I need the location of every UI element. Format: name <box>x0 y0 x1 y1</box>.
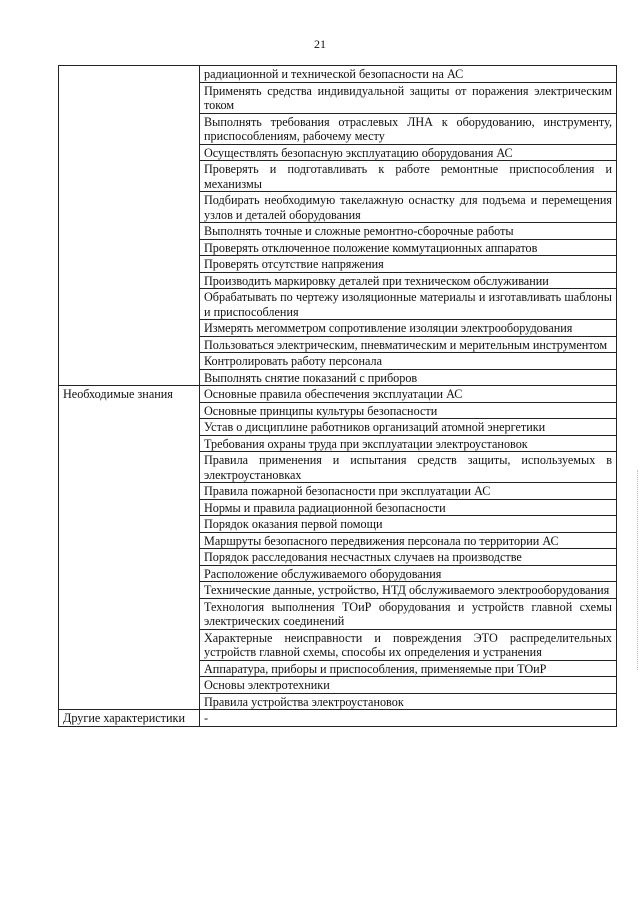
section-item: Правила применения и испытания средств защиты, используемых в электроустановках <box>200 452 617 483</box>
section-item: Маршруты безопасного передвижения персонала по территории АС <box>200 532 617 549</box>
scan-edge-marks <box>633 470 638 670</box>
section-item: радиационной и технической безопасности на АС <box>200 66 617 83</box>
table-row <box>59 386 617 403</box>
section-item: Технические данные, устройство, НТД обслуживаемого электрооборудования <box>200 582 617 599</box>
section-item: Технология выполнения ТОиР оборудования и устройств главной схемы электрических соединений <box>200 598 617 629</box>
section-item: Выполнять требования отраслевых ЛНА к оборудованию, инструменту, приспособлениям, рабочему месту <box>200 113 617 144</box>
section-item: Правила устройства электроустановок <box>200 693 617 710</box>
section-item: Контролировать работу персонала <box>200 353 617 370</box>
section-item: Основные принципы культуры безопасности <box>200 402 617 419</box>
competency-table <box>58 65 617 727</box>
section-item: Производить маркировку деталей при техническом обслуживании <box>200 272 617 289</box>
section-item: Правила пожарной безопасности при эксплуатации АС <box>200 483 617 500</box>
section-item: Устав о дисциплине работников организаций атомной энергетики <box>200 419 617 436</box>
section-item: Нормы и правила радиационной безопасности <box>200 499 617 516</box>
section-item: Выполнять снятие показаний с приборов <box>200 369 617 386</box>
section-item: Основные правила обеспечения эксплуатации АС <box>200 386 617 403</box>
section-label: Другие характеристики <box>59 710 200 727</box>
section-item: Обрабатывать по чертежу изоляционные материалы и изготавливать шаблоны и приспособления <box>200 289 617 320</box>
table-row <box>59 66 617 83</box>
table-row <box>59 710 617 727</box>
page-number: 21 <box>314 37 326 51</box>
section-item: Измерять мегомметром сопротивление изоляции электрооборудования <box>200 320 617 337</box>
section-item: Проверять и подготавливать к работе ремонтные приспособления и механизмы <box>200 161 617 192</box>
section-item: Осуществлять безопасную эксплуатацию оборудования АС <box>200 144 617 161</box>
section-item: Аппаратура, приборы и приспособления, применяемые при ТОиР <box>200 660 617 677</box>
section-item: Выполнять точные и сложные ремонтно-сборочные работы <box>200 223 617 240</box>
section-item: Подбирать необходимую такелажную оснастку для подъема и перемещения узлов и деталей оборудования <box>200 192 617 223</box>
section-item: Порядок расследования несчастных случаев на производстве <box>200 549 617 566</box>
section-item: Пользоваться электрическим, пневматическим и мерительным инструментом <box>200 336 617 353</box>
section-label: Необходимые знания <box>59 386 200 710</box>
section-item: Характерные неисправности и повреждения ЭТО распределительных устройств главной схемы, способы их определения и устранения <box>200 629 617 660</box>
section-item: Проверять отсутствие напряжения <box>200 256 617 273</box>
section-item: Порядок оказания первой помощи <box>200 516 617 533</box>
section-item: - <box>200 710 617 727</box>
section-item: Расположение обслуживаемого оборудования <box>200 565 617 582</box>
section-item: Применять средства индивидуальной защиты от поражения электрическим током <box>200 82 617 113</box>
section-label <box>59 66 200 386</box>
section-item: Требования охраны труда при эксплуатации электроустановок <box>200 435 617 452</box>
competency-table-body <box>59 66 617 727</box>
section-item: Основы электротехники <box>200 677 617 694</box>
section-item: Проверять отключенное положение коммутационных аппаратов <box>200 239 617 256</box>
